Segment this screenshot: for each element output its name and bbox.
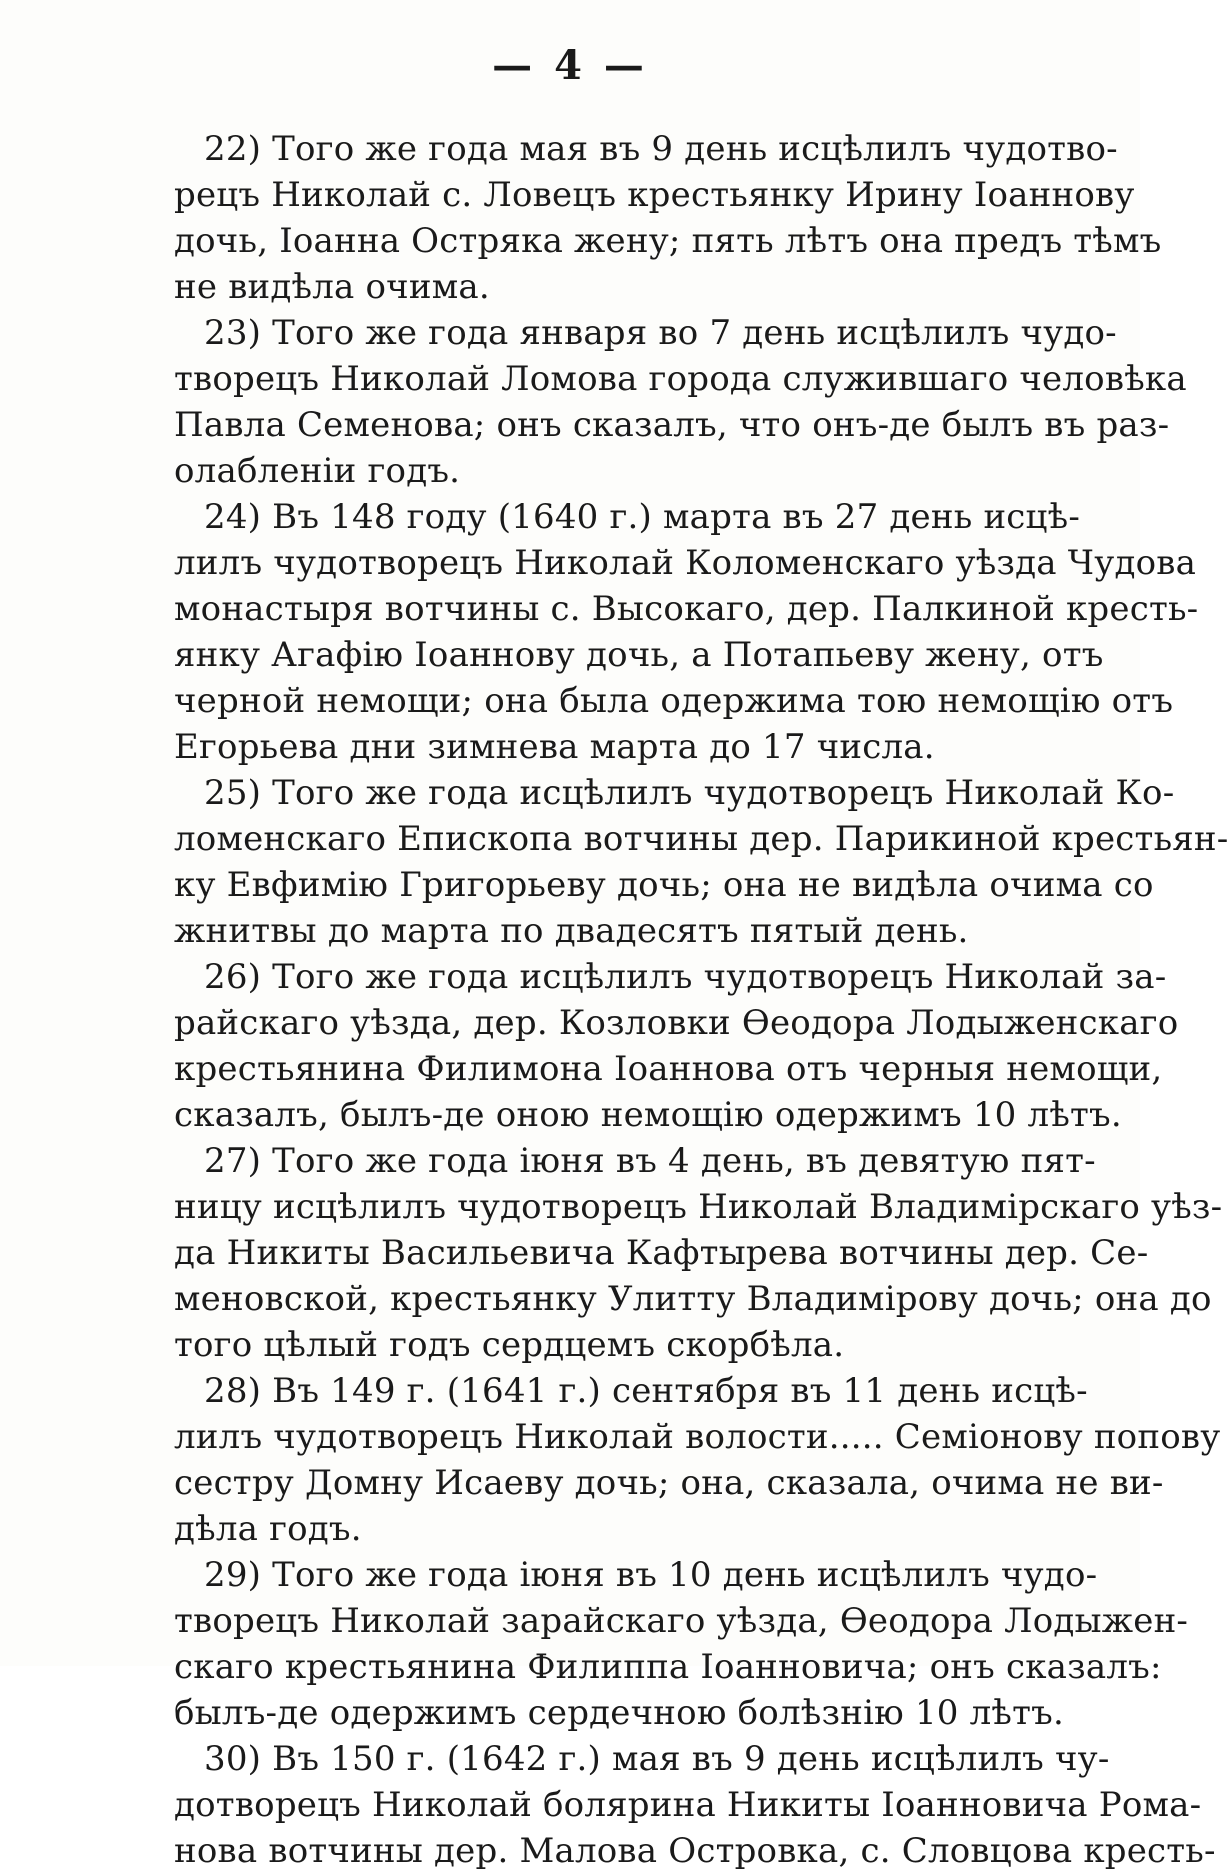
text-line: меновской, крестьянку Улитту Владимірову дочь; она до (174, 1279, 1212, 1319)
paragraph-24 (174, 494, 1199, 770)
paragraph-29 (174, 1552, 1189, 1736)
text-line: да Никиты Васильевича Кафтырева вотчины дер. Се- (174, 1233, 1149, 1273)
text-line: скаго крестьянина Филиппа Іоанновича; онъ сказалъ: (174, 1647, 1162, 1687)
text-line: 28) Въ 149 г. (1641 г.) сентября въ 11 день исцѣ- (204, 1371, 1088, 1411)
text-line: олабленіи годъ. (174, 451, 461, 491)
text-line: черной немощи; она была одержима тою немощію отъ (174, 681, 1174, 721)
text-line: 27) Того же года іюня въ 4 день, въ девятую пят- (204, 1141, 1096, 1181)
paragraph-23 (174, 310, 1187, 494)
text-body (174, 126, 1228, 1874)
text-line: монастыря вотчины с. Высокаго, дер. Палкиной кресть- (174, 589, 1199, 629)
text-line: 23) Того же года января во 7 день исцѣлилъ чудо- (204, 313, 1117, 353)
text-line: рецъ Николай с. Ловецъ крестьянку Ирину Іоаннову (174, 175, 1135, 215)
text-line: ломенскаго Епископа вотчины дер. Парикиной крестьян- (174, 819, 1228, 859)
text-line: райскаго уѣзда, дер. Козловки Өеодора Лодыженскаго (174, 1003, 1179, 1043)
text-line: жнитвы до марта по двадесятъ пятый день. (174, 911, 969, 951)
text-line: дѣла годъ. (174, 1509, 362, 1549)
page-number: — 4 — (492, 42, 648, 89)
text-line: 22) Того же года мая въ 9 день исцѣлилъ чудотво- (204, 129, 1118, 169)
text-line: дотворецъ Николай болярина Никиты Іоанновича Рома- (174, 1785, 1202, 1825)
text-line: ницу исцѣлилъ чудотворецъ Николай Владимірскаго уѣз- (174, 1187, 1223, 1227)
text-line: того цѣлый годъ сердцемъ скорбѣла. (174, 1325, 845, 1365)
text-line: 29) Того же года іюня въ 10 день исцѣлилъ чудо- (204, 1555, 1098, 1595)
text-line: не видѣла очима. (174, 267, 490, 307)
text-line: янку Агафію Іоаннову дочь, а Потапьеву жену, отъ (174, 635, 1104, 675)
text-line: сестру Домну Исаеву дочь; она, сказала, очима не ви- (174, 1463, 1164, 1503)
text-line: нова вотчины дер. Малова Островка, с. Словцова кресть- (174, 1831, 1216, 1871)
paragraph-26 (174, 954, 1179, 1138)
text-line: творецъ Николай зарайскаго уѣзда, Өеодора Лодыжен- (174, 1601, 1189, 1641)
text-line: Павла Семенова; онъ сказалъ, что онъ-де былъ въ раз- (174, 405, 1170, 445)
text-line: 26) Того же года исцѣлилъ чудотворецъ Николай за- (204, 957, 1167, 997)
text-line: сказалъ, былъ-де оною немощію одержимъ 10 лѣтъ. (174, 1095, 1122, 1135)
text-line: творецъ Николай Ломова города служившаго человѣка (174, 359, 1187, 399)
text-line: 25) Того же года исцѣлилъ чудотворецъ Николай Ко- (204, 773, 1175, 813)
text-line: Егорьева дни зимнева марта до 17 числа. (174, 727, 935, 767)
paragraph-27 (174, 1138, 1223, 1368)
paragraph-22 (174, 126, 1162, 310)
text-line: 24) Въ 148 году (1640 г.) марта въ 27 день исцѣ- (204, 497, 1081, 537)
text-line: лилъ чудотворецъ Николай волости..... Семіонову попову (174, 1417, 1221, 1457)
text-line: лилъ чудотворецъ Николай Коломенскаго уѣзда Чудова (174, 543, 1197, 583)
text-line: дочь, Іоанна Остряка жену; пять лѣтъ она предъ тѣмъ (174, 221, 1162, 261)
text-line: ку Евфимію Григорьеву дочь; она не видѣла очима со (174, 865, 1154, 905)
text-line: крестьянина Филимона Іоаннова отъ черныя немощи, (174, 1049, 1163, 1089)
paragraph-28 (174, 1368, 1221, 1552)
paragraph-30 (174, 1736, 1216, 1874)
text-line: былъ-де одержимъ сердечною болѣзнію 10 лѣтъ. (174, 1693, 1064, 1733)
paragraph-25 (174, 770, 1228, 954)
text-line: 30) Въ 150 г. (1642 г.) мая въ 9 день исцѣлилъ чу- (204, 1739, 1110, 1779)
